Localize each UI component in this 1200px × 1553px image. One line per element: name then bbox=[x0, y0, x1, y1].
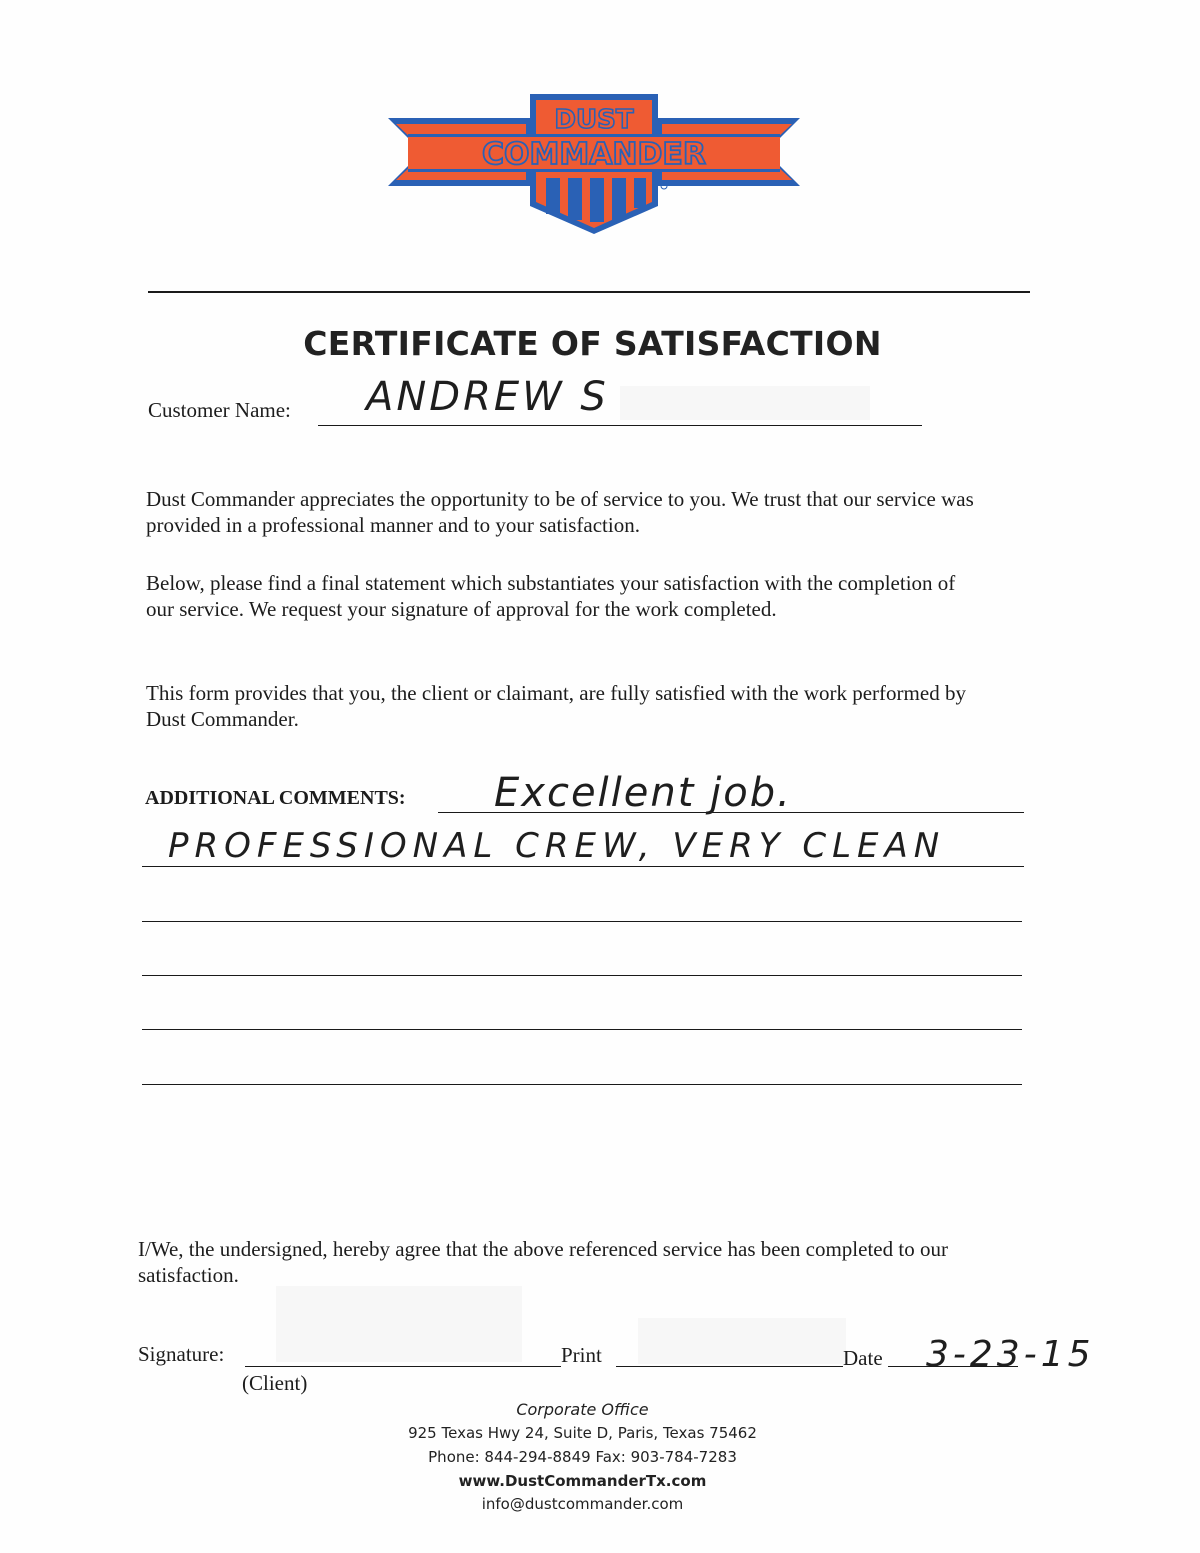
redaction-box bbox=[620, 386, 870, 420]
satisfaction-paragraph: This form provides that you, the client or claimant, are fully satisfied with the work performed by Dust Commander. bbox=[146, 681, 966, 731]
comment-line-2 bbox=[142, 866, 1024, 867]
footer-email[interactable]: info@dustcommander.com bbox=[481, 1495, 684, 1513]
signature-line[interactable] bbox=[245, 1366, 561, 1367]
customer-name-value[interactable]: ANDREW S bbox=[366, 374, 609, 420]
logo-line2: COMMANDER bbox=[481, 137, 707, 172]
header-divider bbox=[148, 291, 1030, 293]
comment-line-3[interactable] bbox=[142, 921, 1022, 922]
signature-label: Signature: bbox=[138, 1342, 225, 1366]
footer-office: Corporate Office bbox=[516, 1400, 649, 1419]
dust-commander-logo bbox=[388, 88, 800, 238]
agreement-paragraph: I/We, the undersigned, hereby agree that the above referenced service has been completed to our satisfaction. bbox=[138, 1237, 948, 1287]
date-label: Date bbox=[843, 1346, 883, 1370]
footer-website[interactable]: www.DustCommanderTx.com bbox=[458, 1472, 707, 1490]
comment-line-5[interactable] bbox=[142, 1029, 1022, 1030]
page-title: CERTIFICATE OF SATISFACTION bbox=[303, 324, 882, 363]
customer-name-label: Customer Name: bbox=[148, 398, 291, 422]
footer-phone: Phone: 844-294-8849 Fax: 903-784-7283 bbox=[428, 1448, 737, 1466]
print-label: Print bbox=[561, 1343, 602, 1367]
print-redaction bbox=[638, 1318, 846, 1364]
comment-line-4[interactable] bbox=[142, 975, 1022, 976]
comment-value-2[interactable]: PROFESSIONAL CREW, VERY CLEAN bbox=[168, 826, 946, 866]
additional-comments-label: ADDITIONAL COMMENTS: bbox=[145, 787, 406, 809]
statement-paragraph: Below, please find a final statement which substantiates your satisfaction with the completion of our service. We request your signature of approval for the work completed. bbox=[146, 571, 956, 621]
signature-redaction bbox=[276, 1286, 522, 1362]
intro-paragraph: Dust Commander appreciates the opportunity to be of service to you. We trust that our service was provided in a professional manner and to your satisfaction. bbox=[146, 487, 974, 537]
footer-address: 925 Texas Hwy 24, Suite D, Paris, Texas 75462 bbox=[408, 1424, 757, 1442]
customer-name-line bbox=[318, 425, 922, 426]
logo-line1: DUST bbox=[554, 105, 634, 135]
client-sublabel: (Client) bbox=[242, 1371, 308, 1395]
comment-line-6[interactable] bbox=[142, 1084, 1022, 1085]
print-line[interactable] bbox=[616, 1366, 843, 1367]
comment-value-1[interactable]: Excellent job. bbox=[494, 770, 792, 816]
date-value[interactable]: 3-23-15 bbox=[926, 1334, 1095, 1375]
